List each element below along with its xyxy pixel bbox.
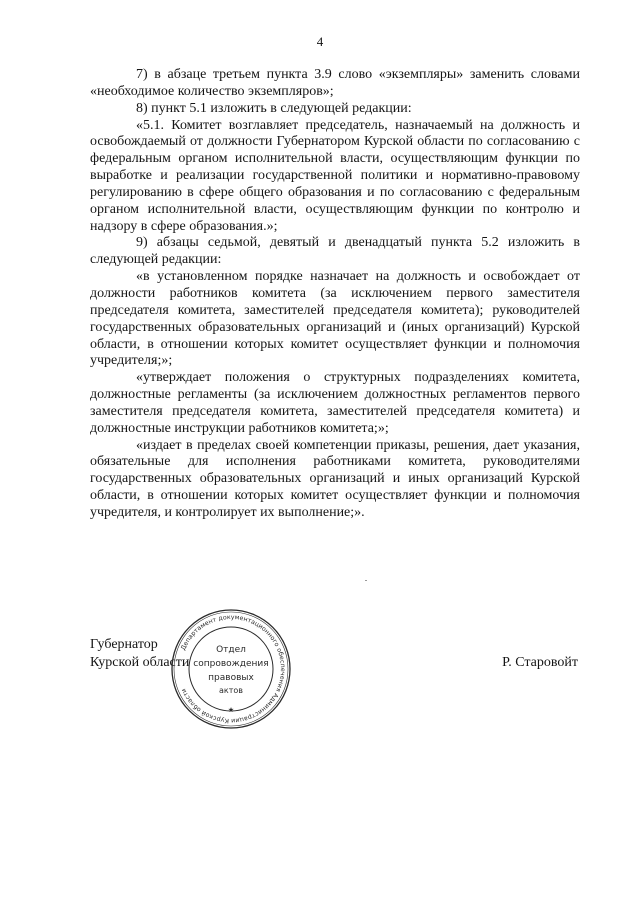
stamp-center-line1: Отдел xyxy=(216,645,246,655)
signatory-position-line2: Курской области xyxy=(90,655,190,670)
paragraph-quote-approves: «утверждает положения о структурных подразделениях комитета, должностные регламенты (за исключением должностных регламентов первого заместителя председателя комитета, заместителей председателя комитета) и должностные инструкции работников комитета;»; xyxy=(90,370,580,436)
paragraph-quote-5-1: «5.1. Комитет возглавляет председатель, назначаемый на должность и освобождаемый от должности Губернатором Курской области по согласованию с федеральным органом исполнительной власти, осуществляющим функции по выработке и реализации государственной политики и нормативно-правовому регулированию в сфере общего образования и по согласованию с федеральным органом исполнительной власти, осуществляющим функции по контролю и надзору в сфере образования.»; xyxy=(90,117,580,234)
stamp-ring-text: Департамент документационного обеспечения Администрации Курской области xyxy=(179,613,287,725)
stray-mark xyxy=(365,580,367,581)
stamp-star-icon: ★ xyxy=(227,706,235,714)
paragraph-item-7: 7) в абзаце третьем пункта 3.9 слово «экземпляры» заменить словами «необходимое количество экземпляров»; xyxy=(90,67,580,99)
official-stamp xyxy=(170,608,292,730)
signatory-position-line1: Губернатор xyxy=(90,637,158,652)
stamp-center-line4: актов xyxy=(218,686,244,695)
stamp-center-line3: правовых xyxy=(208,673,254,683)
paragraph-quote-issues: «издает в пределах своей компетенции приказы, решения, дает указания, обязательные для исполнения работниками комитета, руководителями государственных образовательных организаций и иных организаций Курской области, в отношении которых комитет осуществляет функции и полномочия учредителя, и контролирует их выполнение;». xyxy=(90,437,580,520)
stamp-inner-ring xyxy=(189,627,273,711)
document-body xyxy=(90,67,580,522)
paragraph-quote-appoints: «в установленном порядке назначает на должность и освобождает от должности работников комитета (за исключением первого заместителя председателя комитета, заместителей председателя комитета); руководителей государственных образовательных организаций и (иных организаций) Курской области, в отношении которых комитет осуществляет функции и полномочия учредителя;»; xyxy=(90,269,580,369)
paragraph-item-8: 8) пункт 5.1 изложить в следующей редакции: xyxy=(136,100,412,116)
page-number: 4 xyxy=(316,34,324,49)
paragraph-item-9: 9) абзацы седьмой, девятый и двенадцатый пункта 5.2 изложить в следующей редакции: xyxy=(90,235,580,268)
signatory-name: Р. Старовойт xyxy=(502,655,578,670)
stamp-center-line2: сопровождения xyxy=(193,659,269,669)
